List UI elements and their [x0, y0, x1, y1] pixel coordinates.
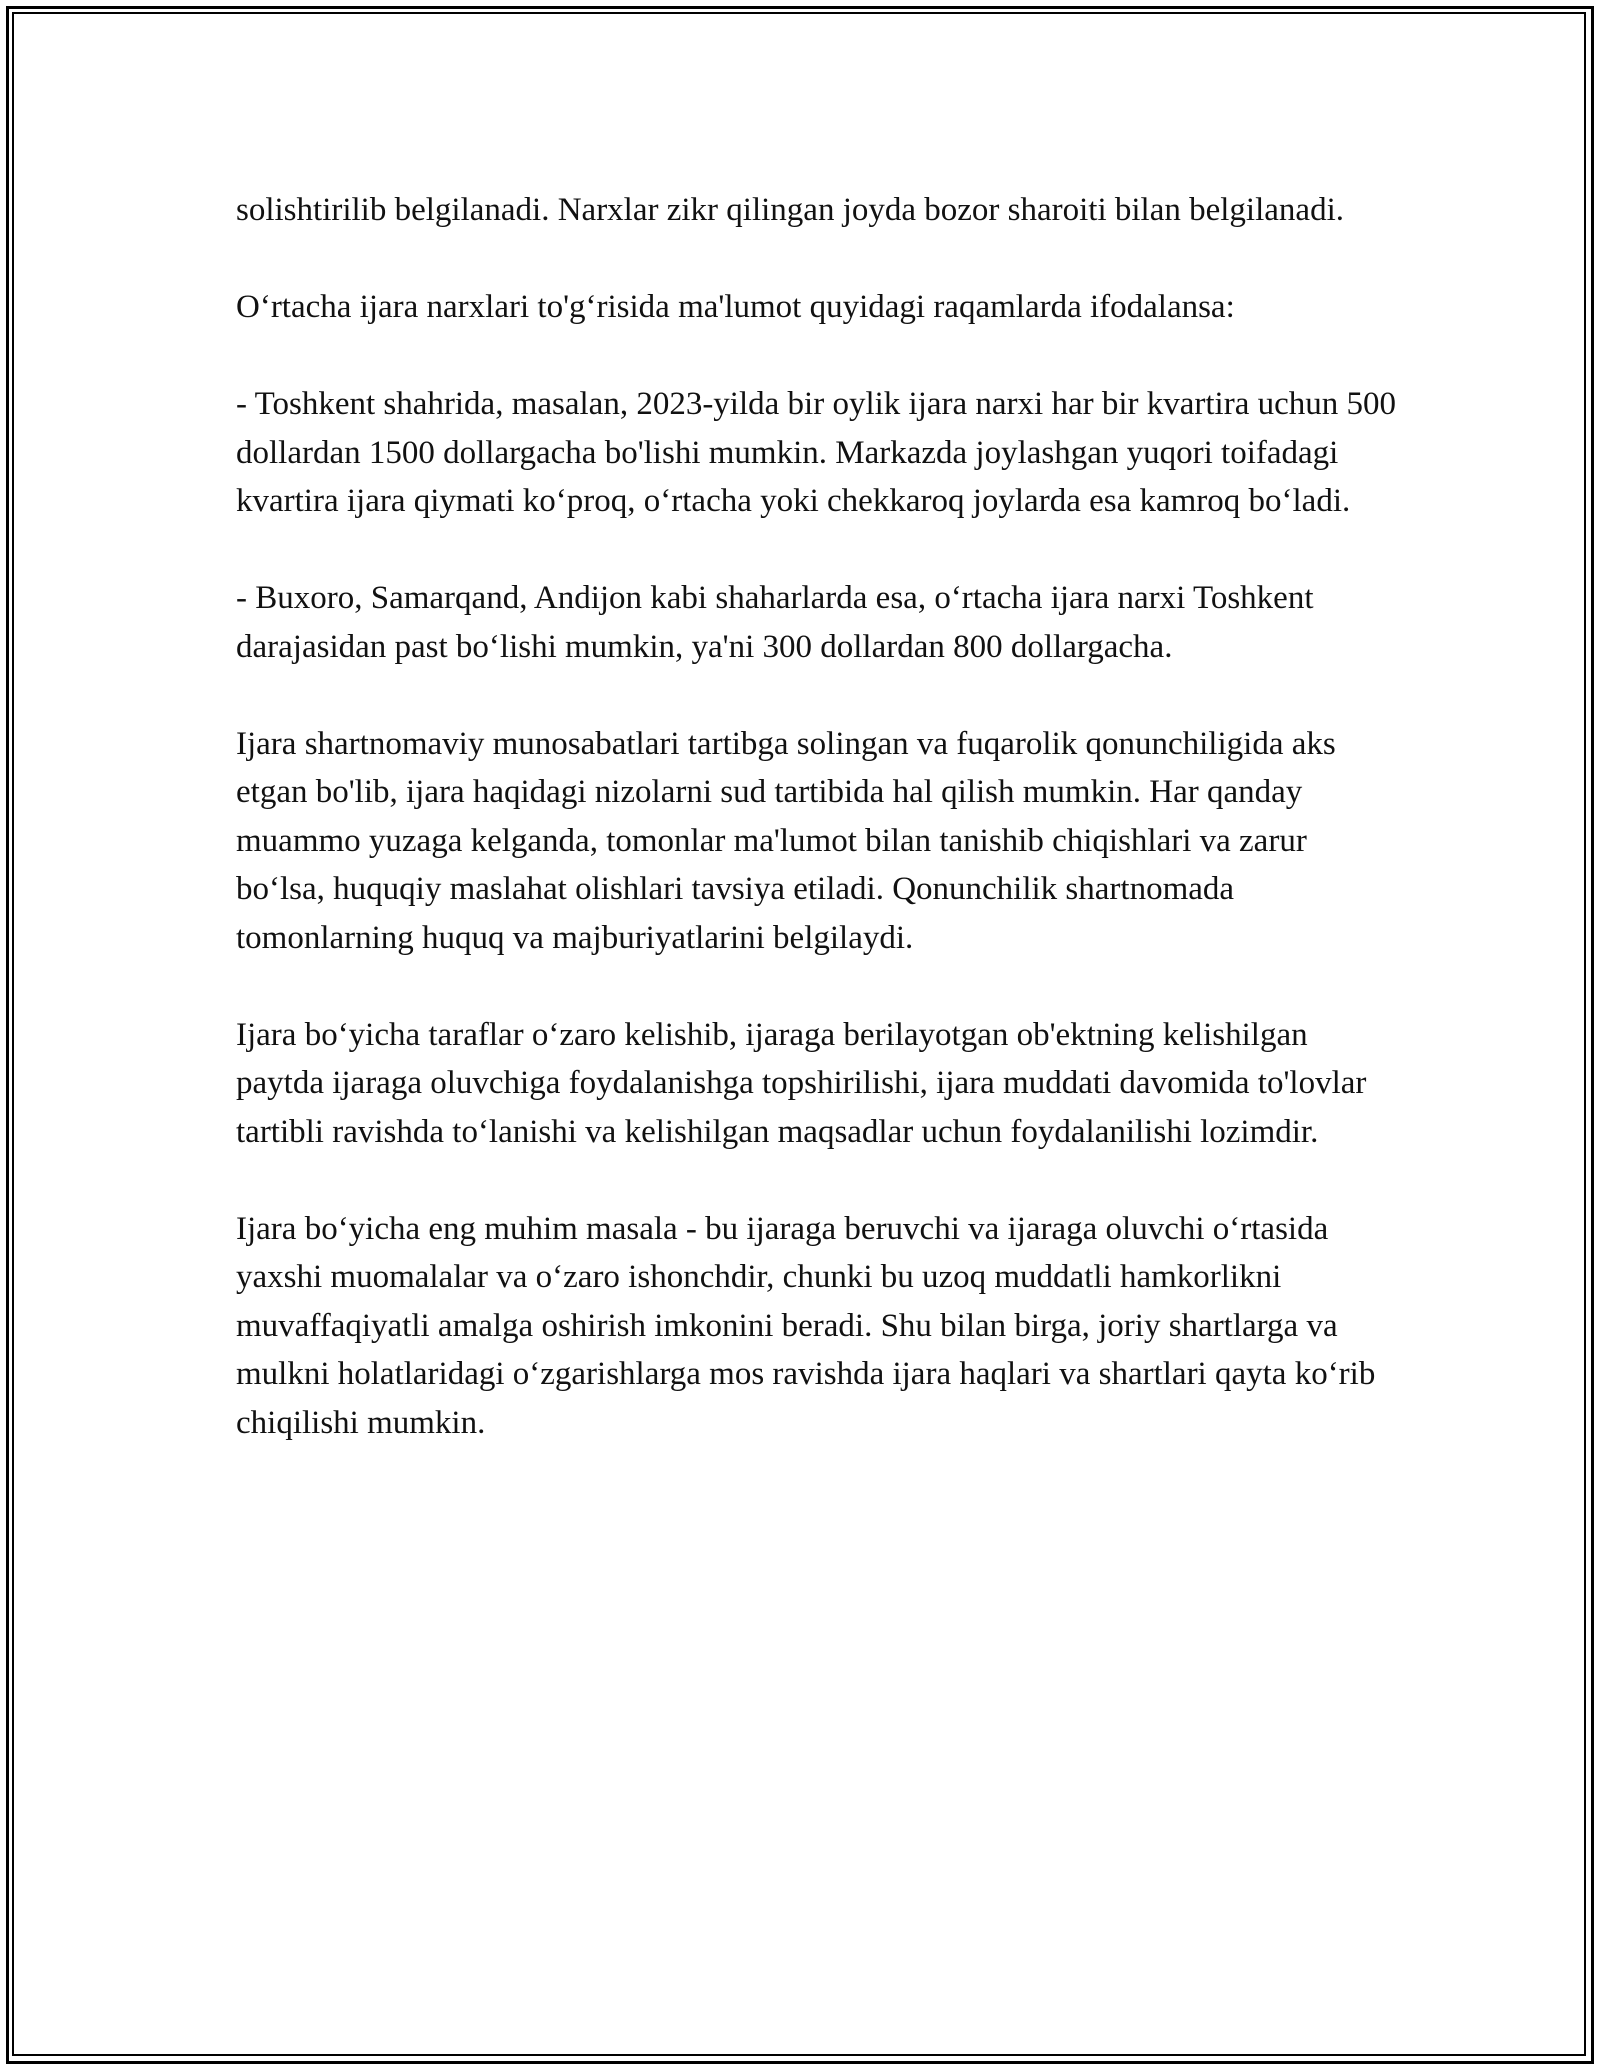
- paragraph-price-determination: solishtirilib belgilanadi. Narxlar zikr qilingan joyda bozor sharoiti bilan belgilanadi.: [236, 192, 1344, 228]
- document-body: [236, 186, 1396, 1496]
- paragraph-party-agreement: Ijara bo‘yicha taraflar o‘zaro kelishib, ijaraga berilayotgan ob'ektning kelishilgan paytda ijaraga oluvchiga foydalanishga topshirilishi, ijara muddati davomida to'lovlar tartibli ravishda to‘lanishi va kelishilgan maqsadlar uchun foydalanilishi lozimdir.: [236, 1016, 1367, 1150]
- paragraph-tashkent-prices: - Toshkent shahrida, masalan, 2023-yilda bir oylik ijara narxi har bir kvartira uchun 500 dollardan 1500 dollargacha bo'lishi mumkin. Markazda joylashgan yuqori toifadagi kvartira ijara qiymati ko‘proq, o‘rtacha yoki chekkaroq joylarda esa kamroq bo‘ladi.: [236, 386, 1397, 519]
- paragraph-regional-prices: - Buxoro, Samarqand, Andijon kabi shaharlarda esa, o‘rtacha ijara narxi Toshkent darajasidan past bo‘lishi mumkin, ya'ni 300 dollardan 800 dollargacha.: [236, 580, 1314, 665]
- paragraph-average-rent-intro: O‘rtacha ijara narxlari to'g‘risida ma'lumot quyidagi raqamlarda ifodalansa:: [236, 289, 1235, 325]
- paragraph-legal-relations: Ijara shartnomaviy munosabatlari tartibga solingan va fuqarolik qonunchiligida aks etgan bo'lib, ijara haqidagi nizolarni sud tartibida hal qilish mumkin. Har qanday muammo yuzaga kelganda, tomonlar ma'lumot bilan tanishib chiqishlari va zarur bo‘lsa, huquqiy maslahat olishlari tavsiya etiladi. Qonunchilik shartnomada tomonlarning huquq va majburiyatlarini belgilaydi.: [236, 725, 1336, 956]
- paragraph-trust-importance: Ijara bo‘yicha eng muhim masala - bu ijaraga beruvchi va ijaraga oluvchi o‘rtasida yaxshi muomalalar va o‘zaro ishonchdir, chunki bu uzoq muddatli hamkorlikni muvaffaqiyatli amalga oshirish imkonini beradi. Shu bilan birga, joriy shartlarga va mulkni holatlaridagi o‘zgarishlarga mos ravishda ijara haqlari va shartlari qayta ko‘rib chiqilishi mumkin.: [236, 1210, 1376, 1441]
